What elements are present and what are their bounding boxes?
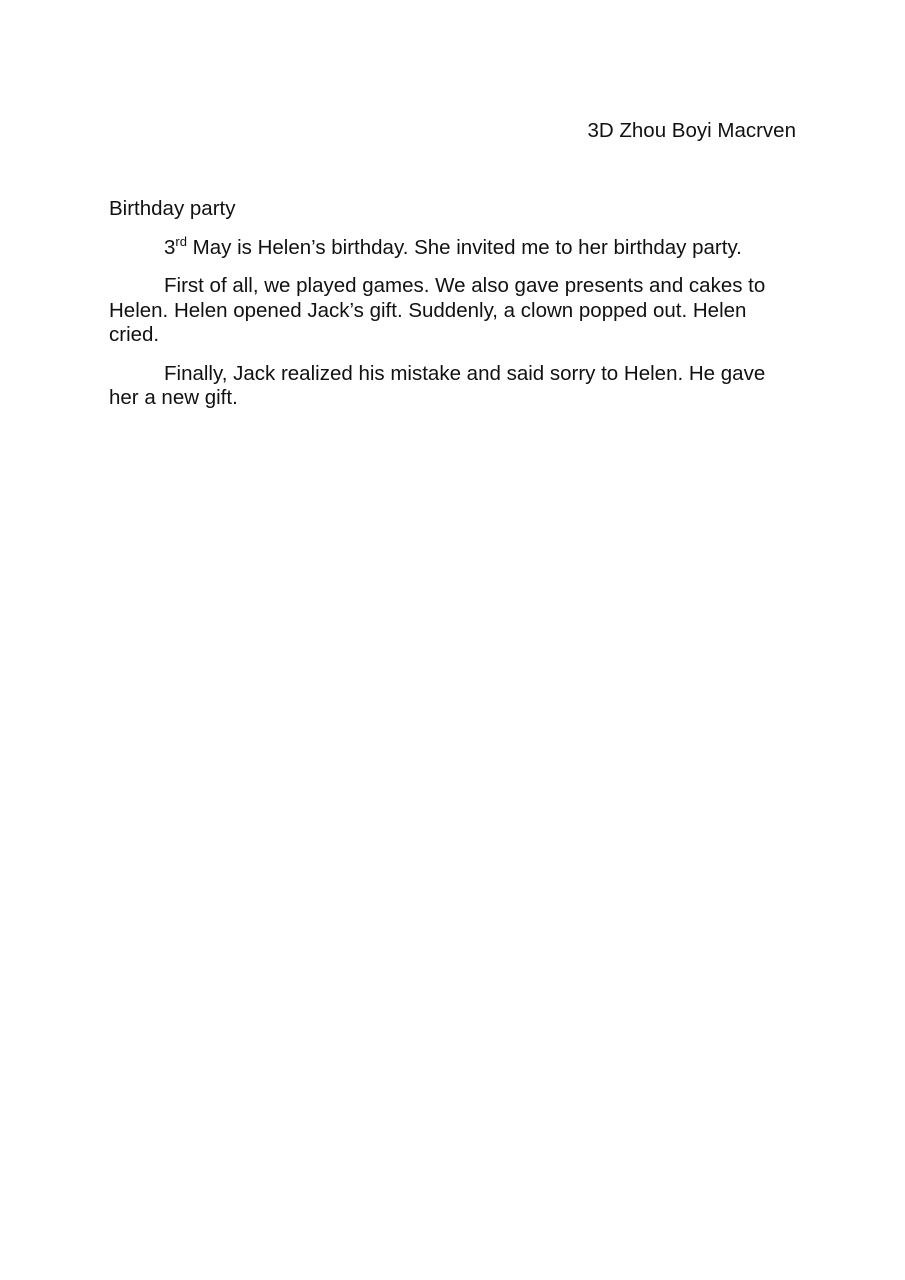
date-number: 3 [164, 235, 176, 259]
paragraph-1 [109, 233, 799, 261]
essay-body [109, 197, 799, 425]
paragraph-1-text: May is Helen’s birthday. She invited me to her birthday party. [186, 235, 742, 259]
paragraph-3: Finally, Jack realized his mistake and said sorry to Helen. He gave her a new gift. [109, 361, 766, 409]
essay-title: Birthday party [109, 197, 236, 220]
paragraph-2: First of all, we played games. We also gave presents and cakes to Helen. Helen opened Jack’s gift. Suddenly, a clown popped out. Helen cried. [109, 274, 766, 346]
date-suffix: rd [175, 233, 187, 249]
author-line: 3D Zhou Boyi Macrven [587, 119, 796, 142]
